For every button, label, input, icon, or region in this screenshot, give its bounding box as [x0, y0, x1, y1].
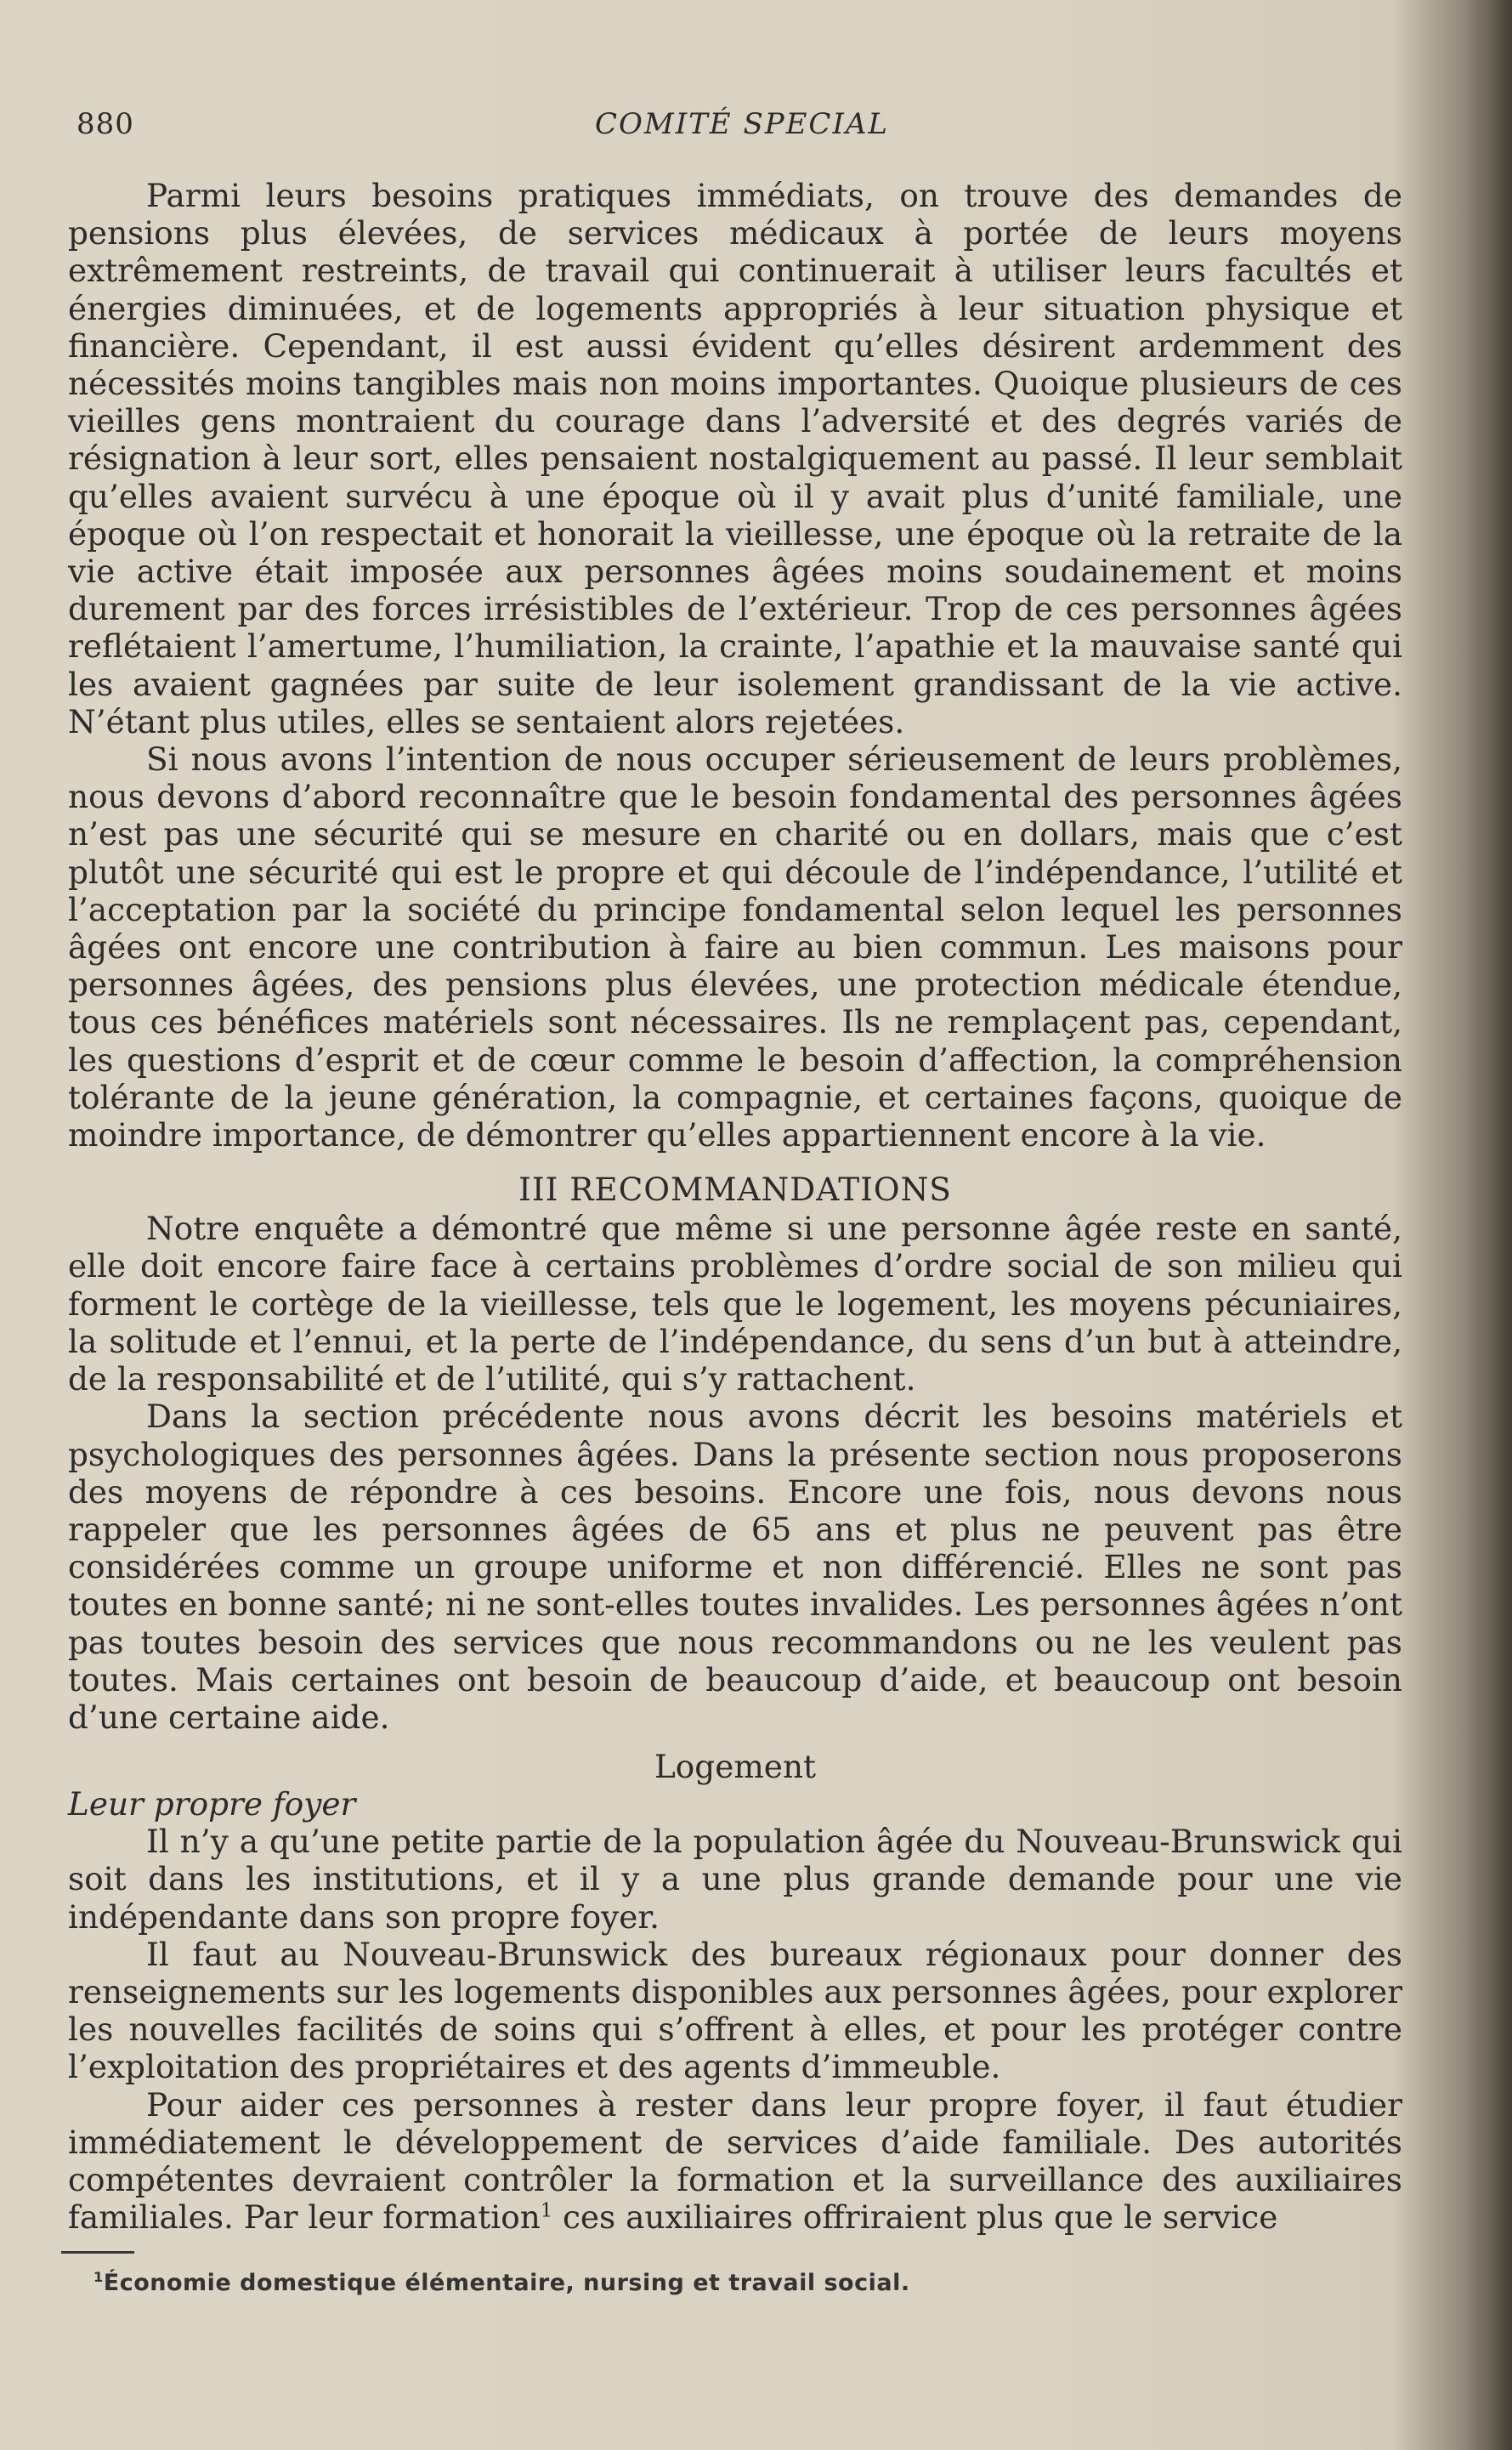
footnote-rule [61, 2251, 134, 2254]
body-text [68, 177, 1402, 2236]
page-number: 880 [76, 107, 134, 141]
paragraph-text: Pour aider ces personnes à rester dans leur propre foyer, il faut étudier immédiatement le développement de services d’aide familiale. Des autorités compétentes devraient contrôler la formation et la surveillance des auxiliaires familiales. Par leur formation [68, 2085, 1402, 2237]
footnote-text: Économie domestique élémentaire, nursing et travail social. [103, 2270, 910, 2296]
subheading: Logement [654, 1748, 817, 1786]
paragraph: Il n’y a qu’une petite partie de la population âgée du Nouveau-Brunswick qui soit dans les institutions, et il y a une plus grande demande pour une vie indépendante dans son propre foyer. [68, 1823, 1402, 1936]
paragraph [68, 2086, 1402, 2237]
page-header [76, 100, 1402, 151]
paragraph: Il faut au Nouveau-Brunswick des bureaux régionaux pour donner des renseignements sur les logements disponibles aux personnes âgées, pour explorer les nouvelles facilités de soins qui s’offrent à elles, et pour les protéger contre l’exploitation des propriétaires et des agents d’immeuble. [68, 1935, 1402, 2086]
running-title: COMITÉ SPECIAL [595, 107, 890, 141]
footnote-marker: 1 [93, 2269, 104, 2285]
book-spine-shadow [1465, 0, 1512, 2450]
paragraph: Dans la section précédente nous avons décrit les besoins matériels et psychologiques des personnes âgées. Dans la présente section nous proposerons des moyens de répondre à ces besoins. Encore une fois, nous devons nous rappeler que les personnes âgées de 65 ans et plus ne peuvent pas être considérées comme un groupe uniforme et non différencié. Elles ne sont pas toutes en bonne santé; ni ne sont-elles toutes invalides. Les personnes âgées n’ont pas toutes besoin des services que nous recommandons ou ne les veulent pas toutes. Mais certaines ont besoin de beaucoup d’aide, et beaucoup ont besoin d’une certaine aide. [68, 1398, 1402, 1736]
italic-subheading: Leur propre foyer [68, 1785, 356, 1823]
paragraph: Notre enquête a démontré que même si une personne âgée reste en santé, elle doit encore faire face à certains problèmes d’ordre social de son milieu qui forment le cortège de la vieillesse, tels que le logement, les moyens pécuniaires, la solitude et l’ennui, et la perte de l’indépendance, du sens d’un but à atteindre, de la responsabilité et de l’utilité, qui s’y rattachent. [68, 1210, 1402, 1398]
paragraph: Parmi leurs besoins pratiques immédiats, on trouve des demandes de pensions plus élevées, de services médicaux à portée de leurs moyens extrêmement restreints, de travail qui continuerait à utiliser leurs facultés et énergies diminuées, et de logements appropriés à leur situation physique et financière. Cependant, il est aussi évident qu’elles désirent ardemment des nécessités moins tangibles mais non moins importantes. Quoique plusieurs de ces vieilles gens montraient du courage dans l’adversité et des degrés variés de résignation à leur sort, elles pensaient nostalgiquement au passé. Il leur semblait qu’elles avaient survécu à une époque où il y avait plus d’unité familiale, une époque où l’on respectait et honorait la vieillesse, une époque où la retraite de la vie active était imposée aux personnes âgées moins soudainement et moins durement par des forces irrésistibles de l’extérieur. Trop de ces personnes âgées reflétaient l’amertume, l’humiliation, la crainte, l’apathie et la mauvaise santé qui les avaient gagnées par suite de leur isolement grandissant de la vie active. N’étant plus utiles, elles se sentaient alors rejetées. [68, 177, 1402, 740]
footnote-reference: 1 [540, 2199, 553, 2222]
paragraph-text-continued: ces auxiliaires offriraient plus que le service [552, 2198, 1278, 2237]
section-heading: III RECOMMANDATIONS [518, 1171, 952, 1209]
footnote [93, 2270, 910, 2296]
paragraph: Si nous avons l’intention de nous occuper sérieusement de leurs problèmes, nous devons d’abord reconnaître que le besoin fondamental des personnes âgées n’est pas une sécurité qui se mesure en charité ou en dollars, mais que c’est plutôt une sécurité qui est le propre et qui découle de l’indépendance, l’utilité et l’acceptation par la société du principe fondamental selon lequel les personnes âgées ont encore une contribution à faire au bien commun. Les maisons pour personnes âgées, des pensions plus élevées, une protection médicale étendue, tous ces bénéfices matériels sont nécessaires. Ils ne remplaçent pas, cependant, les questions d’esprit et de cœur comme le besoin d’affection, la compréhension tolérante de la jeune génération, la compagnie, et certaines façons, quoique de moindre importance, de démontrer qu’elles appartiennent encore à la vie. [68, 740, 1402, 1154]
